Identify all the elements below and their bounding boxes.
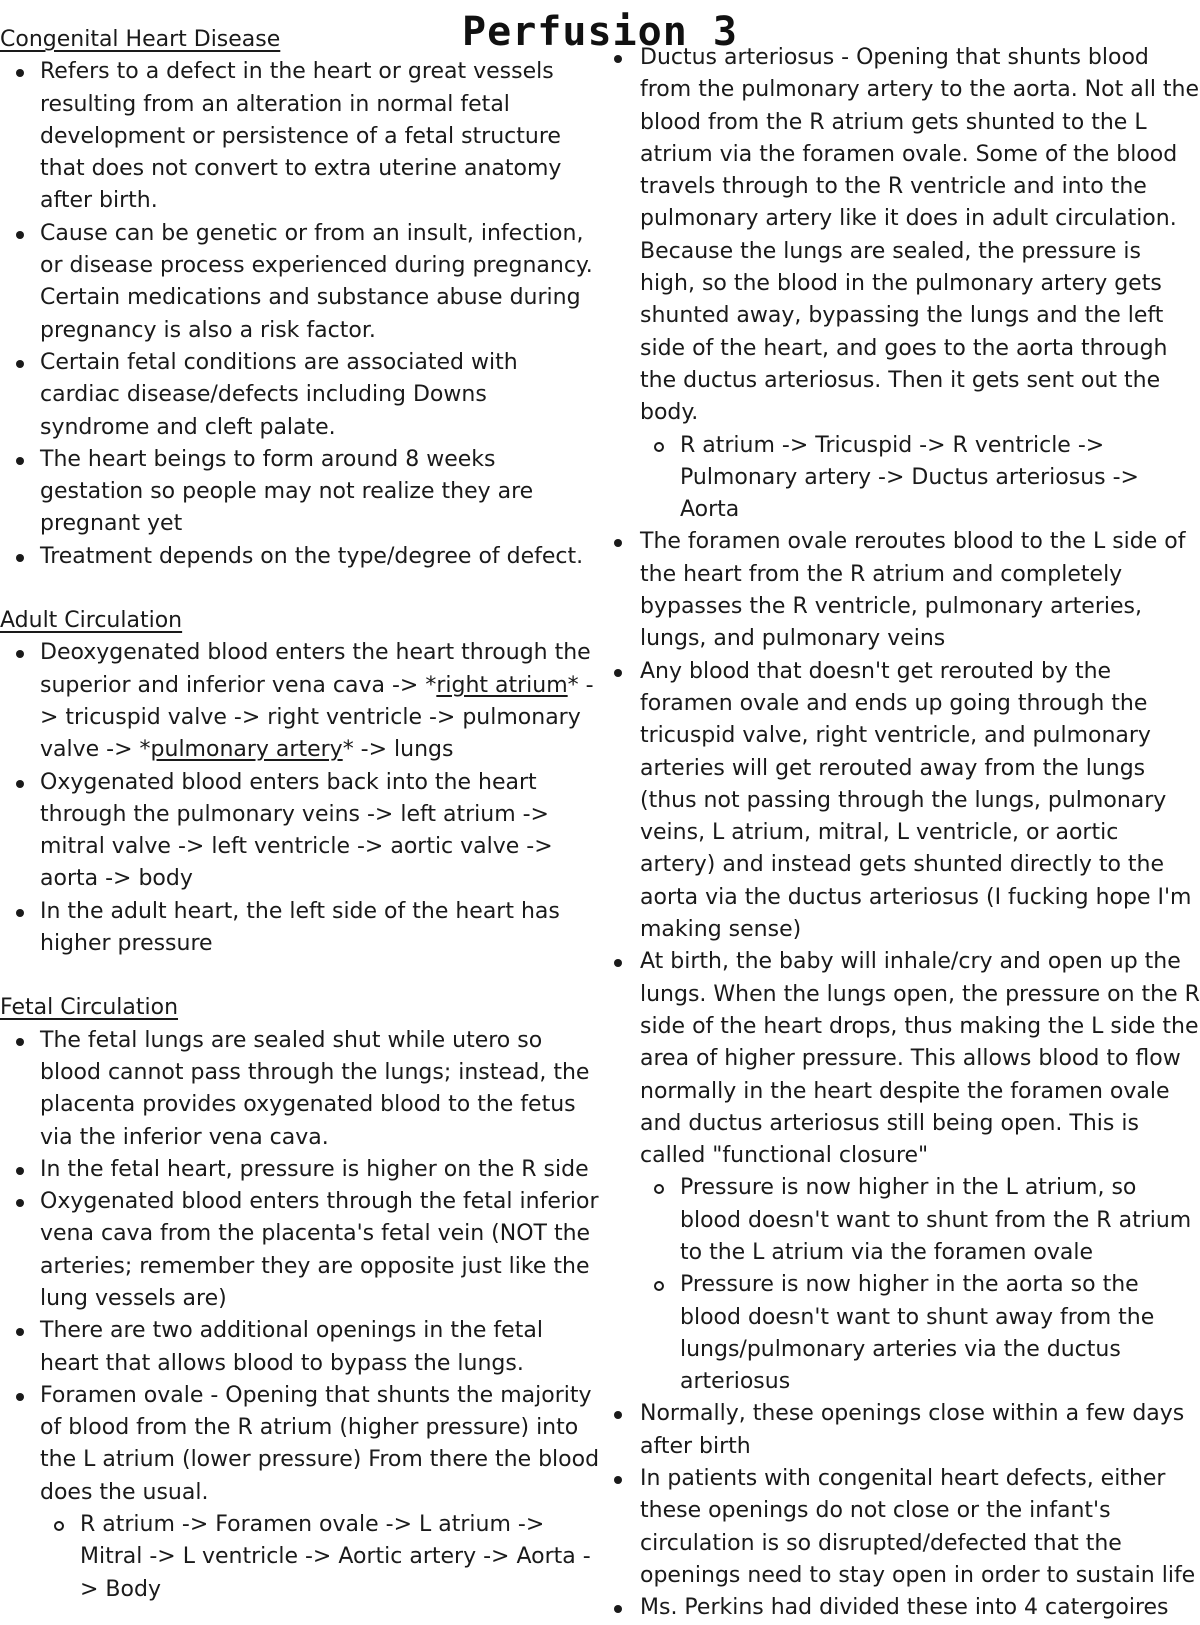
list-item: Ms. Perkins had divided these into 4 catergoires [600,1592,1200,1624]
fetal-section [0,992,600,1606]
list-item: Oxygenated blood enters through the fetal inferior vena cava from the placenta's fetal vein (NOT the arteries; remember they are opposite just like the lung vessels are) [0,1186,600,1315]
adult-heading: Adult Circulation [0,608,183,634]
fetal-list [0,1025,600,1606]
list-item: In the adult heart, the left side of the heart has higher pressure [0,896,600,961]
list-item: In the fetal heart, pressure is higher on the R side [0,1154,600,1186]
list-item: Cause can be genetic or from an insult, infection, or disease process experienced during pregnancy. Certain medications and substance abuse during pregnancy is also a risk factor. [0,218,600,347]
list-item: The foramen ovale reroutes blood to the L side of the heart from the R atrium and completely bypasses the R ventricle, pulmonary arteries, lungs, and pulmonary veins [600,526,1200,655]
list-item [0,637,600,766]
underlined-term-right-atrium: right atrium [436,672,568,698]
birth-sublist [640,1172,1200,1398]
text-segment: * -> lungs [342,737,454,763]
right-list [600,42,1200,1625]
left-column [0,24,600,1606]
sub-list-item: R atrium -> Tricuspid -> R ventricle -> Pulmonary artery -> Ductus arteriosus -> Aorta [640,430,1200,527]
text-segment: * -> tricuspid valve -> right ventricle -> pulmonary valve -> * [40,672,594,763]
list-item: There are two additional openings in the fetal heart that allows blood to bypass the lungs. [0,1315,600,1380]
list-item: Oxygenated blood enters back into the heart through the pulmonary veins -> left atrium -> mitral valve -> left ventricle -> aortic valve -> aorta -> body [0,767,600,896]
foramen-sublist [40,1509,600,1606]
list-item: Certain fetal conditions are associated with cardiac disease/defects including Downs syndrome and cleft palate. [0,347,600,444]
list-item: Any blood that doesn't get rerouted by the foramen ovale and ends up going through the tricuspid valve, right ventricle, and pulmonary arteries will get rerouted away from the lungs (thus not passing through the lungs, pulmonary veins, L atrium, mitral, L ventricle, or aortic artery) and instead gets shunted directly to the aorta via the ductus arteriosus (I fucking hope I'm making sense) [600,656,1200,947]
list-item: Normally, these openings close within a few days after birth [600,1398,1200,1463]
congenital-heading: Congenital Heart Disease [0,27,281,52]
list-item [0,1380,600,1606]
list-item: The fetal lungs are sealed shut while utero so blood cannot pass through the lungs; instead, the placenta provides oxygenated blood to the fetus via the inferior vena cava. [0,1025,600,1154]
list-item: The heart beings to form around 8 weeks gestation so people may not realize they are pregnant yet [0,444,600,541]
list-item [600,946,1200,1398]
ductus-text: Ductus arteriosus - Opening that shunts blood from the pulmonary artery to the aorta. Not all the blood from the R atrium gets shunted to the L atrium via the foramen ovale. Some of the blood travels through to the R ventricle and into the pulmonary artery like it does in adult circulation. Because the lungs are sealed, the pressure is high, so the blood in the pulmonary artery gets shunted away, bypassing the lungs and the left side of the heart, and goes to the aorta through the ductus arteriosus. Then it gets sent out the body. [640,45,1200,426]
list-item: Refers to a defect in the heart or great vessels resulting from an alteration in normal fetal development or persistence of a fetal structure that does not convert to extra uterine anatomy after birth. [0,56,600,217]
list-item: In patients with congenital heart defects, either these openings do not close or the infant's circulation is so disrupted/defected that the openings need to stay open in order to sustain life [600,1463,1200,1592]
foramen-ovale-text: Foramen ovale - Opening that shunts the majority of blood from the R atrium (higher pressure) into the L atrium (lower pressure) From there the blood does the usual. [40,1382,600,1505]
fetal-heading: Fetal Circulation [0,995,179,1021]
ductus-sublist [640,430,1200,527]
right-column [600,42,1200,1625]
underlined-term-pulmonary-artery: pulmonary artery [150,737,343,763]
sub-list-item: Pressure is now higher in the aorta so the blood doesn't want to shunt away from the lungs/pulmonary arteries via the ductus arteriosus [640,1269,1200,1398]
page-title: Perfusion 3 [462,9,738,55]
list-item [600,42,1200,526]
list-item: Treatment depends on the type/degree of defect. [0,541,600,573]
adult-section [0,605,600,960]
congenital-section [0,24,600,573]
congenital-list [0,56,600,573]
sub-list-item: R atrium -> Foramen ovale -> L atrium -> Mitral -> L ventricle -> Aortic artery -> Aorta -> Body [40,1509,600,1606]
text-segment: Deoxygenated blood enters the heart through the superior and inferior vena cava -> * [40,640,591,698]
adult-list [0,637,600,960]
sub-list-item: Pressure is now higher in the L atrium, so blood doesn't want to shunt from the R atrium to the L atrium via the foramen ovale [640,1172,1200,1269]
birth-text: At birth, the baby will inhale/cry and open up the lungs. When the lungs open, the pressure on the R side of the heart drops, thus making the L side the area of higher pressure. This allows blood to flow normally in the heart despite the foramen ovale and ductus arteriosus still being open. This is called "functional closure" [640,949,1200,1169]
